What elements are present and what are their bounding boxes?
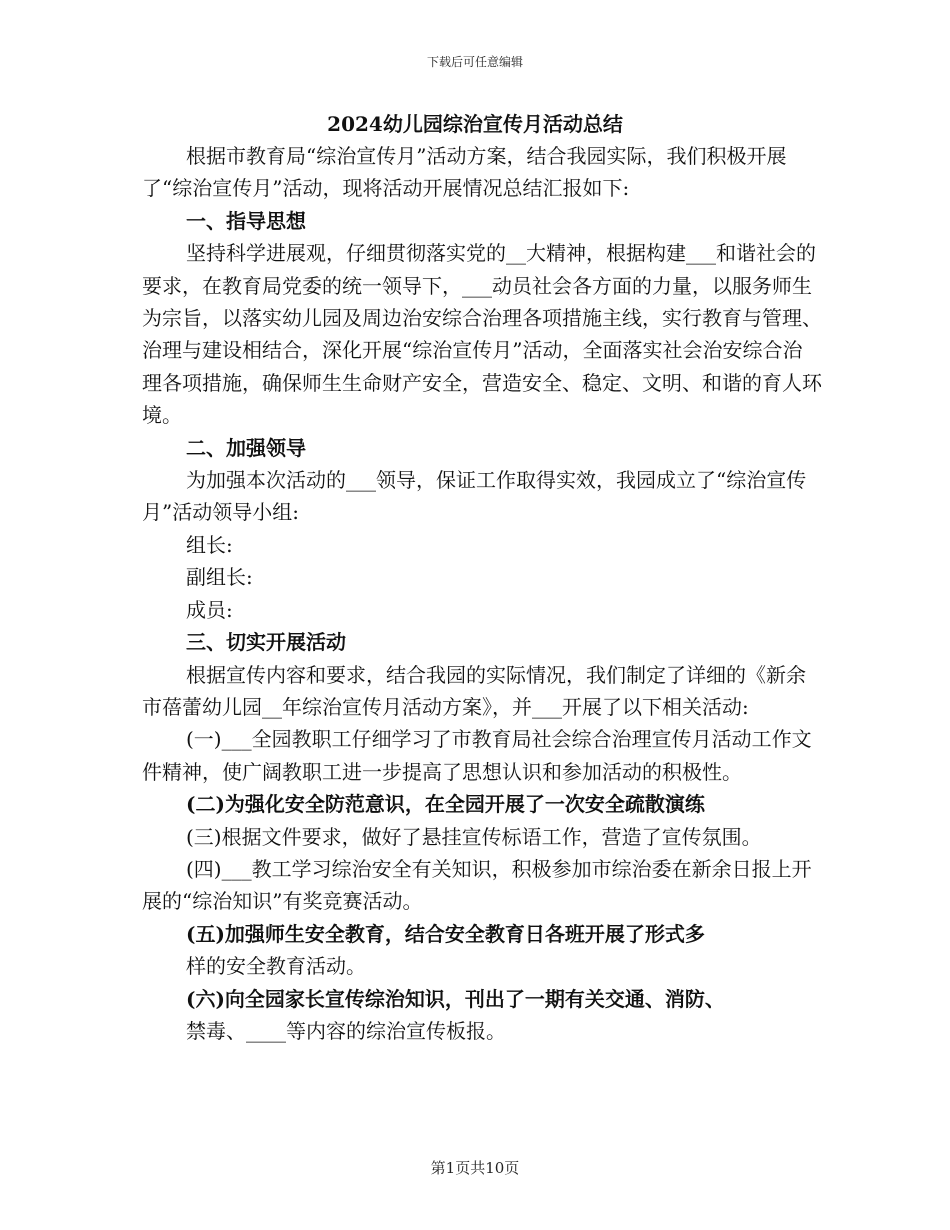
paragraph-bold: (六)向全园家长宣传综治知识，刊出了一期有关交通、消防、	[186, 986, 725, 1011]
document-title: 2024幼儿园综治宣传月活动总结	[327, 112, 623, 136]
paragraph-bold: (五)加强师生安全教育，结合安全教育日各班开展了形式多	[186, 921, 705, 946]
paragraph: 组长:	[186, 532, 233, 557]
document-body	[142, 140, 822, 1047]
paragraph: 根据宣传内容和要求，结合我园的实际情况，我们制定了详细的《新余市蓓蕾幼儿园__年综治宣传月活动方案》，并___开展了以下相关活动:	[142, 662, 806, 719]
paragraph: 根据市教育局“综治宣传月”活动方案，结合我园实际，我们积极开展了“综治宣传月”活动，现将活动开展情况总结汇报如下:	[142, 144, 787, 201]
paragraph: (一)___全园教职工仔细学习了市教育局社会综合治理宣传月活动工作文件精神，使广阔教职工进一步提高了思想认识和参加活动的积极性。	[142, 727, 812, 784]
section-heading: 一、指导思想	[186, 208, 306, 233]
paragraph: 坚持科学进展观，仔细贯彻落实党的__大精神，根据构建___和谐社会的要求，在教育局党委的统一领导下，___动员社会各方面的力量，以服务师生为宗旨，以落实幼儿园及周边治安综合治理各项措施主线，实行教育与管理、治理与建设相结合，深化开展“综治宣传月”活动，全面落实社会治安综合治理各项措施，确保师生生命财产安全，营造安全、稳定、文明、和谐的育人环境。	[142, 241, 822, 428]
page-header: 下载后可任意编辑	[426, 55, 523, 69]
paragraph-continuation: 样的安全教育活动。	[186, 954, 366, 979]
paragraph: 为加强本次活动的___领导，保证工作取得实效，我园成立了“综治宣传月”活动领导小组:	[142, 468, 807, 525]
paragraph: (四)___教工学习综治安全有关知识，积极参加市综治委在新余日报上开展的“综治知识”有奖竞赛活动。	[142, 856, 812, 914]
paragraph-continuation: 禁毒、____等内容的综治宣传板报。	[186, 1018, 506, 1043]
section-heading: 三、切实开展活动	[186, 630, 346, 655]
section-heading: 二、加强领导	[186, 435, 306, 460]
paragraph: (三)根据文件要求，做好了悬挂宣传标语工作，营造了宣传氛围。	[186, 824, 762, 849]
paragraph: 成员:	[186, 597, 233, 622]
paragraph: 副组长:	[186, 565, 253, 590]
page-footer: 第1页共10页	[430, 1159, 520, 1177]
paragraph-bold: (二)为强化安全防范意识，在全园开展了一次安全疏散演练	[186, 792, 705, 817]
